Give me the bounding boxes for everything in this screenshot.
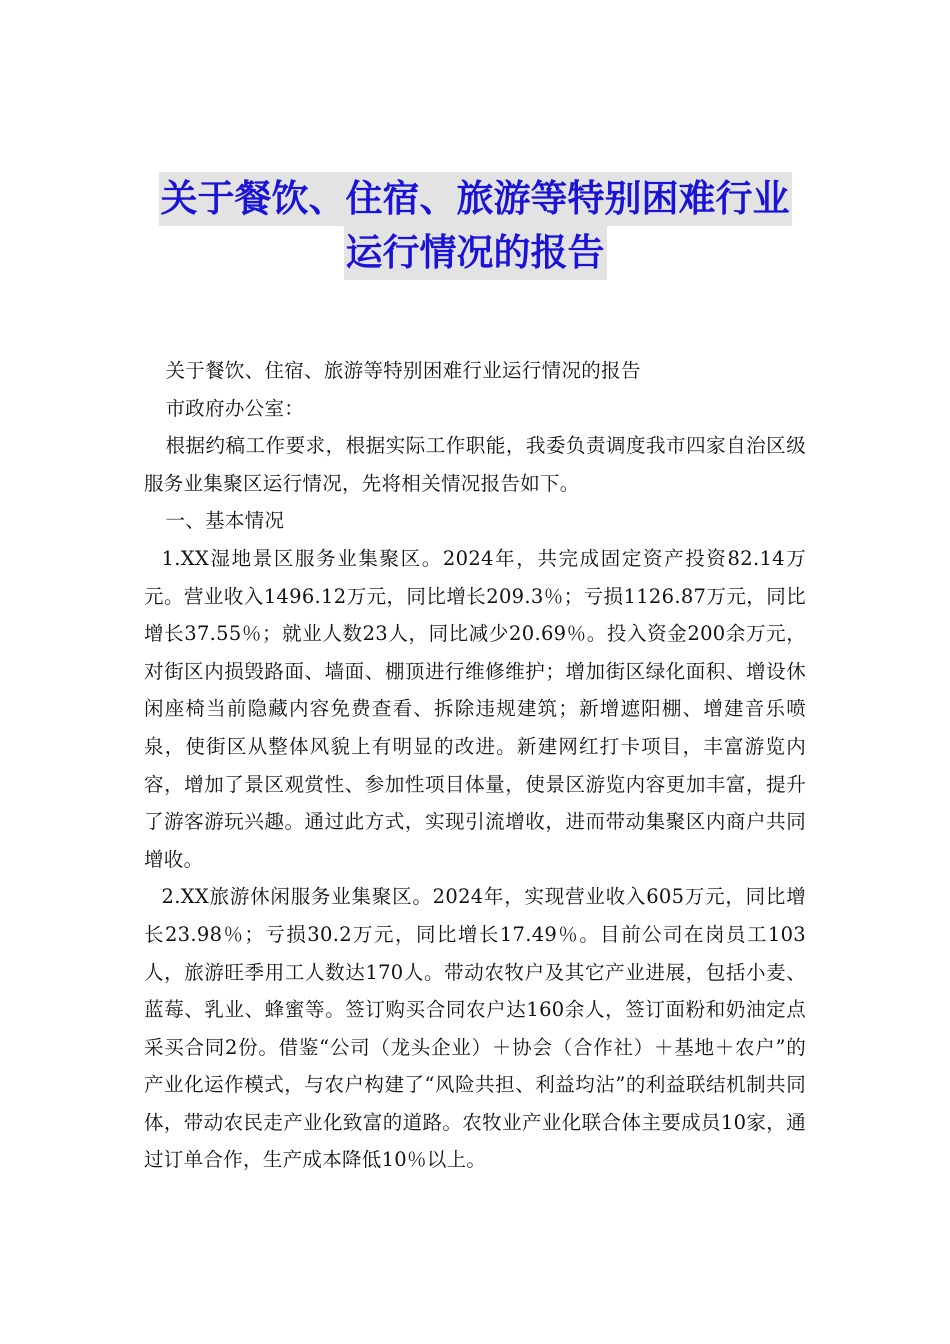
addressee-paragraph: 市政府办公室： <box>165 396 305 420</box>
report-heading-paragraph: 关于餐饮、住宿、旅游等特别困难行业运行情况的报告 <box>165 359 641 382</box>
title-line-2: 运行情况的报告 <box>344 226 607 280</box>
title-line-1: 关于餐饮、住宿、旅游等特别困难行业 <box>159 172 792 226</box>
item-1-paragraph: 1.XX湿地景区服务业集聚区。2024年，共完成固定资产投资82.14万元。营业收入1496.12万元，同比增长209.3％；亏损1126.87万元，同比增长37.55％；就业人数23人，同比减少20.69％。投入资金200余万元，对街区内损毁路面、墙面、棚顶进行维修维护；增加街区绿化面积、增设休闲座椅当前隐藏内容免费查看、拆除违规建筑；新增遮阳棚、增建音乐喷泉，使街区从整体风貌上有明显的改进。新建网红打卡项目，丰富游览内容，增加了景区观赏性、参加性项目体量，使景区游览内容更加丰富，提升了游客游玩兴趣。通过此方式，实现引流增收，进而带动集聚区内商户共同增收。 <box>144 546 806 871</box>
intro-paragraph: 根据约稿工作要求，根据实际工作职能，我委负责调度我市四家自治区级服务业集聚区运行情况，先将相关情况报告如下。 <box>144 434 806 495</box>
section-heading: 一、基本情况 <box>165 509 285 533</box>
document-title <box>0 172 950 280</box>
document-body <box>144 352 806 1179</box>
item-2-paragraph: 2.XX旅游休闲服务业集聚区。2024年，实现营业收入605万元，同比增长23.98％；亏损30.2万元，同比增长17.49％。目前公司在岗员工103人，旅游旺季用工人数达170人。带动农牧户及其它产业进展，包括小麦、蓝莓、乳业、蜂蜜等。签订购买合同农户达160余人，签订面粉和奶油定点采买合同2份。借鉴“公司（龙头企业）＋协会（合作社）＋基地＋农户”的产业化运作模式，与农户构建了“风险共担、利益均沾”的利益联结机制共同体，带动农民走产业化致富的道路。农牧业产业化联合体主要成员10家，通过订单合作，生产成本降低10％以上。 <box>144 885 806 1172</box>
